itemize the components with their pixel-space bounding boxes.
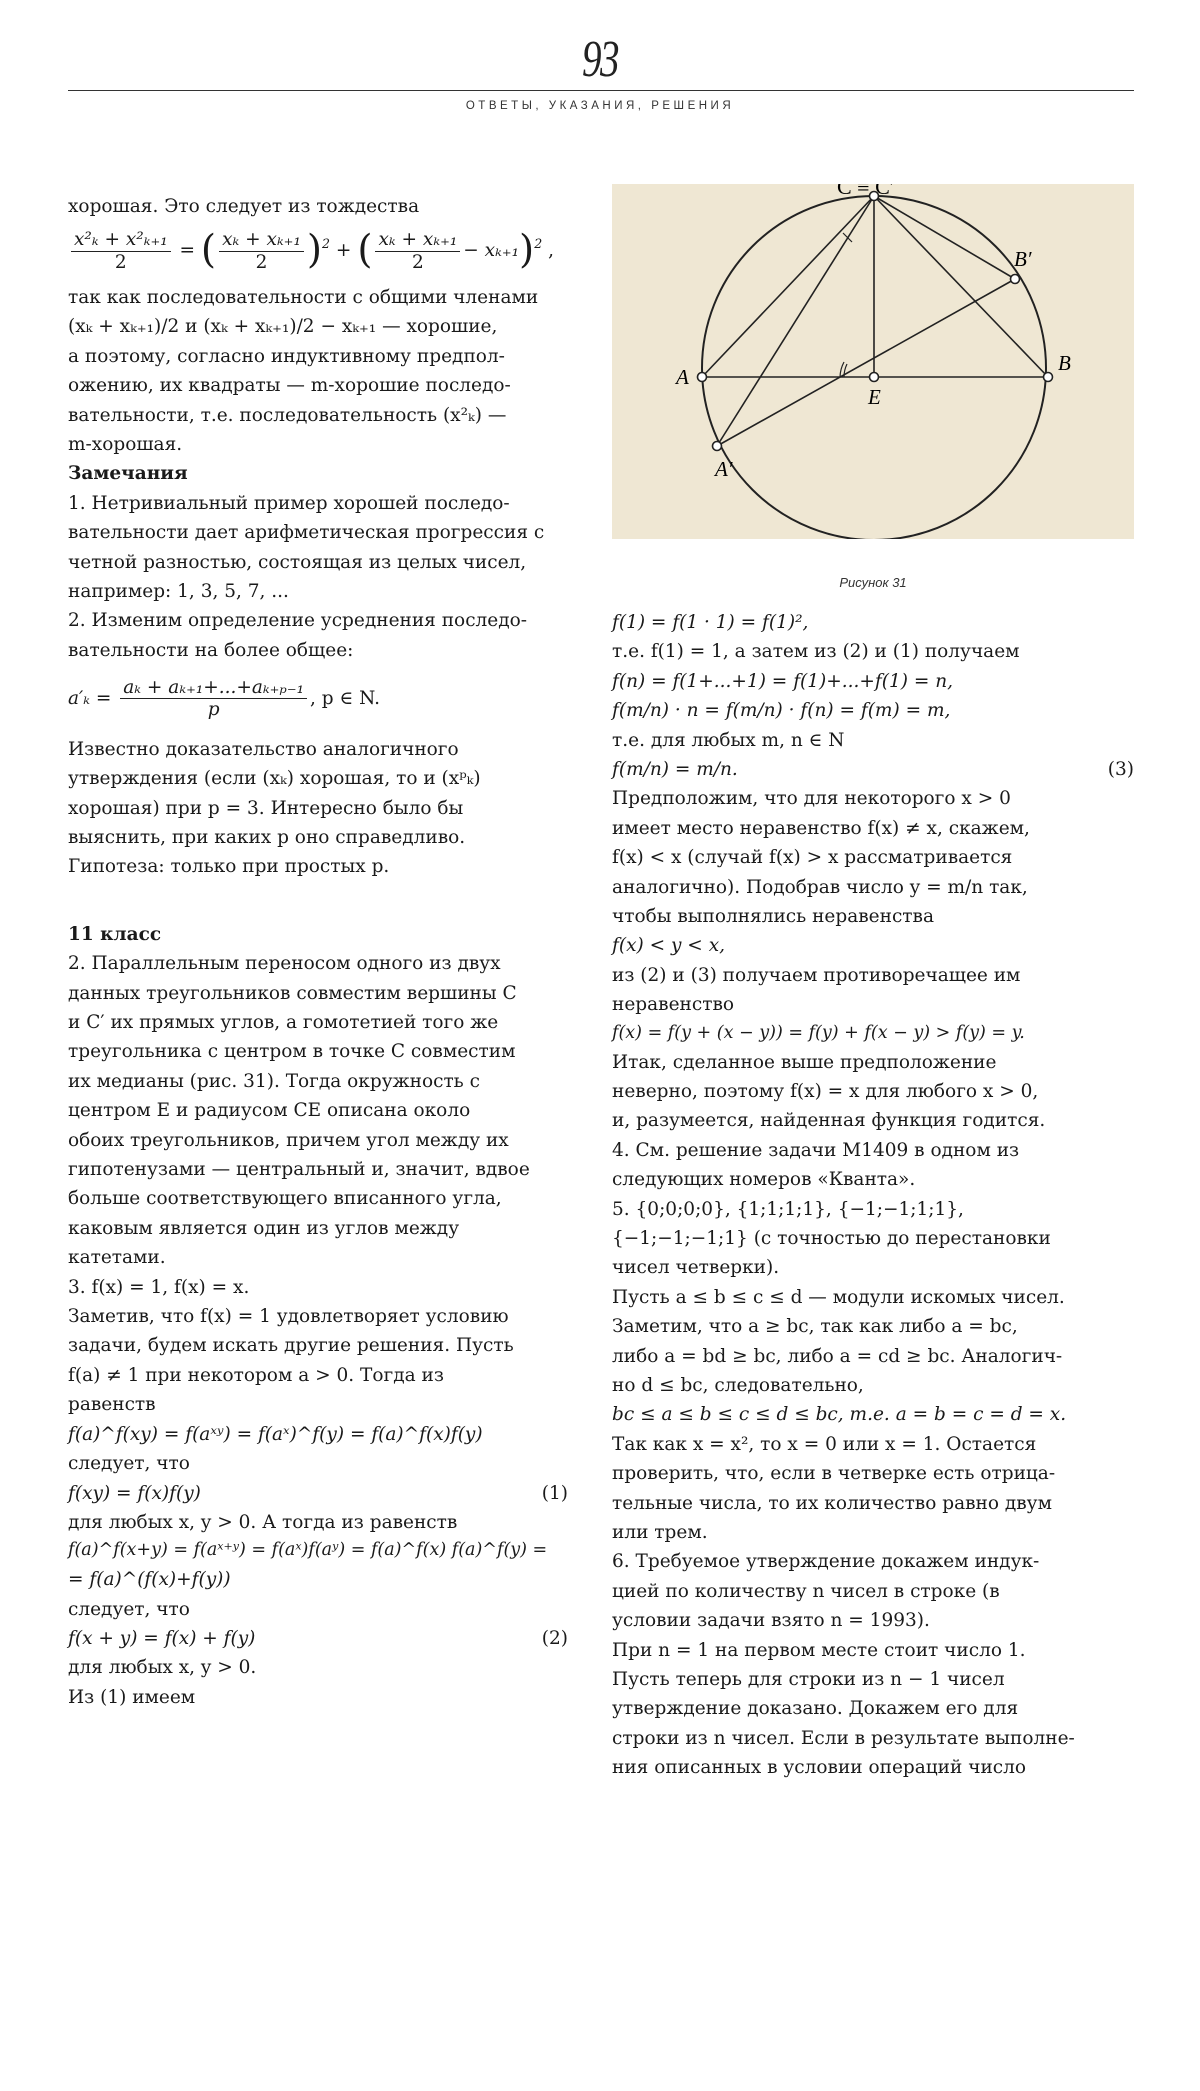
text-line: и C′ их прямых углов, а гомотетией того же bbox=[68, 1012, 499, 1033]
text-line: Заметим, что a ≥ bc, так как либо a = bc, bbox=[612, 1316, 1018, 1338]
equation-3-body: f(m/n) = m/n. bbox=[612, 759, 738, 781]
text-line: ния описанных в условии операций число bbox=[612, 1757, 1027, 1779]
text-line: для любых x, y > 0. А тогда из равенств bbox=[68, 1511, 458, 1533]
text-line: каковым является один из углов между bbox=[68, 1217, 460, 1239]
text-line: но d ≤ bc, следовательно, bbox=[612, 1374, 864, 1396]
label-a: A bbox=[676, 365, 689, 389]
equation-2-body: f(x + y) = f(x) + f(y) bbox=[68, 1627, 256, 1649]
page-number: 93 bbox=[582, 31, 618, 88]
problem3-head: 3. f(x) = 1, f(x) = x. bbox=[68, 1276, 250, 1298]
text-line: катетами. bbox=[68, 1247, 166, 1269]
intro-line: хорошая. Это следует из тождества bbox=[68, 196, 420, 217]
circle-diagram bbox=[612, 184, 1134, 539]
text-line: либо a = bd ≥ bc, либо a = cd ≥ bc. Аналогич- bbox=[612, 1345, 1063, 1367]
text-line: так как последовательности с общими членами bbox=[68, 286, 539, 308]
text-line: вательности, т.е. последовательность (x²ₖ) — bbox=[68, 404, 507, 426]
text-line: следующих номеров «Кванта». bbox=[612, 1169, 916, 1191]
point-b-prime bbox=[1011, 275, 1020, 284]
running-head: ОТВЕТЫ, УКАЗАНИЯ, РЕШЕНИЯ bbox=[465, 100, 735, 112]
text-line: т.е. f(1) = 1, а затем из (2) и (1) получаем bbox=[612, 641, 1020, 663]
identity-t2-num: xₖ + xₖ₊₁ bbox=[375, 229, 460, 251]
text-line: задачи, будем искать другие решения. Пусть bbox=[68, 1335, 514, 1357]
equation-1 bbox=[68, 1479, 568, 1508]
text-line: вательности на более общее: bbox=[68, 639, 354, 661]
grade-heading: 11 класс bbox=[68, 923, 162, 945]
text-line: для любых x, y > 0. bbox=[68, 1657, 257, 1679]
text-line: Пусть теперь для строки из n − 1 чисел bbox=[612, 1669, 1005, 1691]
text-line: Известно доказательство аналогичного bbox=[68, 738, 459, 760]
point-e bbox=[870, 373, 879, 382]
text-line: следует, что bbox=[68, 1453, 190, 1475]
point-b bbox=[1044, 373, 1053, 382]
text-line: утверждение доказано. Докажем его для bbox=[612, 1698, 1019, 1720]
text-line: f(a) ≠ 1 при некотором a > 0. Тогда из bbox=[68, 1364, 444, 1386]
segment-cb bbox=[874, 196, 1048, 377]
identity-t1-den: 2 bbox=[255, 251, 268, 273]
text-line: (xₖ + xₖ₊₁)/2 и (xₖ + xₖ₊₁)/2 − xₖ₊₁ — хорошие, bbox=[68, 316, 498, 338]
text-line: центром E и радиусом CE описана около bbox=[68, 1100, 471, 1122]
text-line: выяснить, при каких p оно справедливо. bbox=[68, 826, 466, 848]
text-line: гипотенузами — центральный и, значит, вдвое bbox=[68, 1159, 530, 1181]
text-line: равенств bbox=[68, 1394, 156, 1416]
label-b: B bbox=[1058, 351, 1071, 375]
text-line: следует, что bbox=[68, 1598, 190, 1620]
equation-line: f(1) = f(1 · 1) = f(1)², bbox=[612, 612, 809, 633]
text-line: их медианы (рис. 31). Тогда окружность с bbox=[68, 1070, 480, 1092]
equation-line: bc ≤ a ≤ b ≤ c ≤ d ≤ bc, т.е. a = b = c = d = x. bbox=[612, 1404, 1067, 1426]
segment-a-prime-b-prime bbox=[717, 279, 1015, 446]
text-line: условии задачи взято n = 1993). bbox=[612, 1610, 930, 1632]
text-line: утверждения (если (xₖ) хорошая, то и (xᵖₖ) bbox=[68, 768, 481, 790]
text-line: имеет место неравенство f(x) ≠ x, скажем, bbox=[612, 817, 1030, 839]
equation-line: f(x) < y < x, bbox=[612, 935, 726, 957]
equation-line: = f(a)^(f(x)+f(y)) bbox=[68, 1569, 231, 1591]
angle-arc-e bbox=[844, 364, 847, 377]
text-line: неравенство bbox=[612, 994, 734, 1016]
text-line: 5. {0;0;0;0}, {1;1;1;1}, {−1;−1;1;1}, bbox=[612, 1198, 964, 1220]
text-line: из (2) и (3) получаем противоречащее им bbox=[612, 964, 1021, 986]
point-a-prime bbox=[713, 442, 722, 451]
text-line: четной разностью, состоящая из целых чисел, bbox=[68, 551, 527, 573]
identity-t1-num: xₖ + xₖ₊₁ bbox=[219, 229, 304, 251]
text-line: аналогично). Подобрав число y = m/n так, bbox=[612, 876, 1028, 898]
text-line: обоих треугольников, причем угол между их bbox=[68, 1129, 509, 1151]
equation-line: f(x) = f(y + (x − y)) = f(y) + f(x − y) > f(y) = y. bbox=[612, 1022, 1025, 1043]
segment-ca-prime bbox=[717, 196, 874, 446]
average-equation bbox=[68, 677, 568, 721]
text-line: тельные числа, то их количество равно двум bbox=[612, 1492, 1052, 1514]
segment-cb-prime bbox=[874, 196, 1015, 279]
figure-caption: Рисунок 31 bbox=[839, 575, 907, 590]
right-column bbox=[612, 608, 1134, 1783]
text-line: строки из n чисел. Если в результате выполне- bbox=[612, 1727, 1075, 1749]
left-column bbox=[68, 192, 568, 1712]
text-line: неверно, поэтому f(x) = x для любого x > 0, bbox=[612, 1080, 1039, 1102]
text-line: f(x) < x (случай f(x) > x рассматривается bbox=[612, 847, 1013, 869]
text-line: 2. Изменим определение усреднения последо- bbox=[68, 610, 528, 632]
text-line: и, разумеется, найденная функция годится. bbox=[612, 1110, 1046, 1132]
identity-equation: $\frac{\text{x²ₖ + x²ₖ₊₁}}{2}$ = ( $\frac{\text{xₖ + xₖ₊₁}}{2}$ )$^2$ + ( $\frac{\text{xₖ + xₖ₊₁}}{2}$ − xₖ₊₁)$^2$ , bbox=[68, 229, 568, 273]
segment-ca bbox=[702, 196, 874, 377]
text-line: Пусть a ≤ b ≤ c ≤ d — модули искомых чисел. bbox=[612, 1286, 1065, 1308]
equation-line: f(m/n) · n = f(m/n) · f(n) = f(m) = m, bbox=[612, 700, 951, 722]
text-line: Из (1) имеем bbox=[68, 1686, 196, 1708]
text-line: Предположим, что для некоторого x > 0 bbox=[612, 788, 1011, 810]
text-line: {−1;−1;−1;1} (с точностью до перестановки bbox=[612, 1227, 1051, 1249]
text-line: При n = 1 на первом месте стоит число 1. bbox=[612, 1639, 1026, 1661]
label-a-prime: A′ bbox=[715, 457, 733, 481]
identity-sq1: 2 bbox=[322, 236, 331, 252]
label-c: C ≡ C′ bbox=[837, 184, 895, 199]
text-line: Так как x = x², то x = 0 или x = 1. Остается bbox=[612, 1433, 1037, 1455]
text-line: а поэтому, согласно индуктивному предпол- bbox=[68, 345, 505, 367]
text-line: проверить, что, если в четверке есть отрица- bbox=[612, 1463, 1056, 1485]
text-line: т.е. для любых m, n ∈ N bbox=[612, 729, 845, 751]
equation-2-number: (2) bbox=[541, 1627, 568, 1649]
equation-line: f(a)^f(xy) = f(aˣʸ) = f(aˣ)^f(y) = f(a)^f(x)f(y) bbox=[68, 1423, 483, 1445]
equation-3 bbox=[612, 755, 1134, 784]
avg-den: p bbox=[207, 699, 220, 721]
figure-31 bbox=[612, 184, 1134, 539]
label-b-prime: B′ bbox=[1014, 247, 1032, 271]
text-line: 6. Требуемое утверждение докажем индук- bbox=[612, 1551, 1040, 1573]
header-rule bbox=[68, 90, 1134, 91]
identity-t2-tail: − xₖ₊₁ bbox=[463, 240, 520, 262]
text-line: 2. Параллельным переносом одного из двух bbox=[68, 953, 501, 975]
equation-1-number: (1) bbox=[541, 1482, 568, 1504]
text-line: чисел четверки). bbox=[612, 1257, 780, 1279]
text-line: m-хорошая. bbox=[68, 433, 183, 455]
remarks-heading: Замечания bbox=[68, 463, 188, 485]
text-line: цией по количеству n чисел в строке (в bbox=[612, 1580, 1000, 1602]
text-line: больше соответствующего вписанного угла, bbox=[68, 1188, 502, 1210]
text-line: или трем. bbox=[612, 1522, 708, 1543]
equation-2 bbox=[68, 1624, 568, 1653]
avg-num: aₖ + aₖ₊₁+...+aₖ₊ₚ₋₁ bbox=[120, 677, 307, 699]
equation-1-body: f(xy) = f(x)f(y) bbox=[68, 1482, 201, 1504]
equation-line: f(a)^f(x+y) = f(aˣ⁺ʸ) = f(aˣ)f(aʸ) = f(a)^f(x) f(a)^f(y) = bbox=[68, 1540, 548, 1561]
avg-lhs: a′ₖ = bbox=[68, 687, 112, 709]
text-line: например: 1, 3, 5, 7, ... bbox=[68, 581, 289, 602]
text-line: вательности дает арифметическая прогрессия с bbox=[68, 522, 545, 544]
text-line: треугольника с центром в точке C совместим bbox=[68, 1041, 516, 1063]
text-line: Гипотеза: только при простых p. bbox=[68, 856, 390, 878]
identity-lhs-num: x²ₖ + x²ₖ₊₁ bbox=[71, 229, 171, 251]
equation-3-number: (3) bbox=[1107, 759, 1134, 781]
text-line: данных треугольников совместим вершины C bbox=[68, 982, 517, 1004]
text-line: хорошая) при p = 3. Интересно было бы bbox=[68, 797, 464, 819]
equation-line: f(n) = f(1+...+1) = f(1)+...+f(1) = n, bbox=[612, 670, 953, 692]
text-line: ожению, их квадраты — m-хорошие последо- bbox=[68, 375, 511, 397]
point-a bbox=[698, 373, 707, 382]
identity-sq2: 2 bbox=[534, 236, 543, 252]
identity-lhs-den: 2 bbox=[114, 251, 127, 273]
identity-t2-den: 2 bbox=[411, 251, 424, 273]
text-line: чтобы выполнялись неравенства bbox=[612, 906, 934, 928]
text-line: 4. См. решение задачи М1409 в одном из bbox=[612, 1139, 1020, 1161]
text-line: Заметив, что f(x) = 1 удовлетворяет условию bbox=[68, 1306, 509, 1328]
text-line: 1. Нетривиальный пример хорошей последо- bbox=[68, 492, 510, 514]
text-line: Итак, сделанное выше предположение bbox=[612, 1051, 997, 1073]
label-e: E bbox=[868, 385, 881, 409]
avg-tail: , p ∈ N. bbox=[310, 687, 380, 709]
